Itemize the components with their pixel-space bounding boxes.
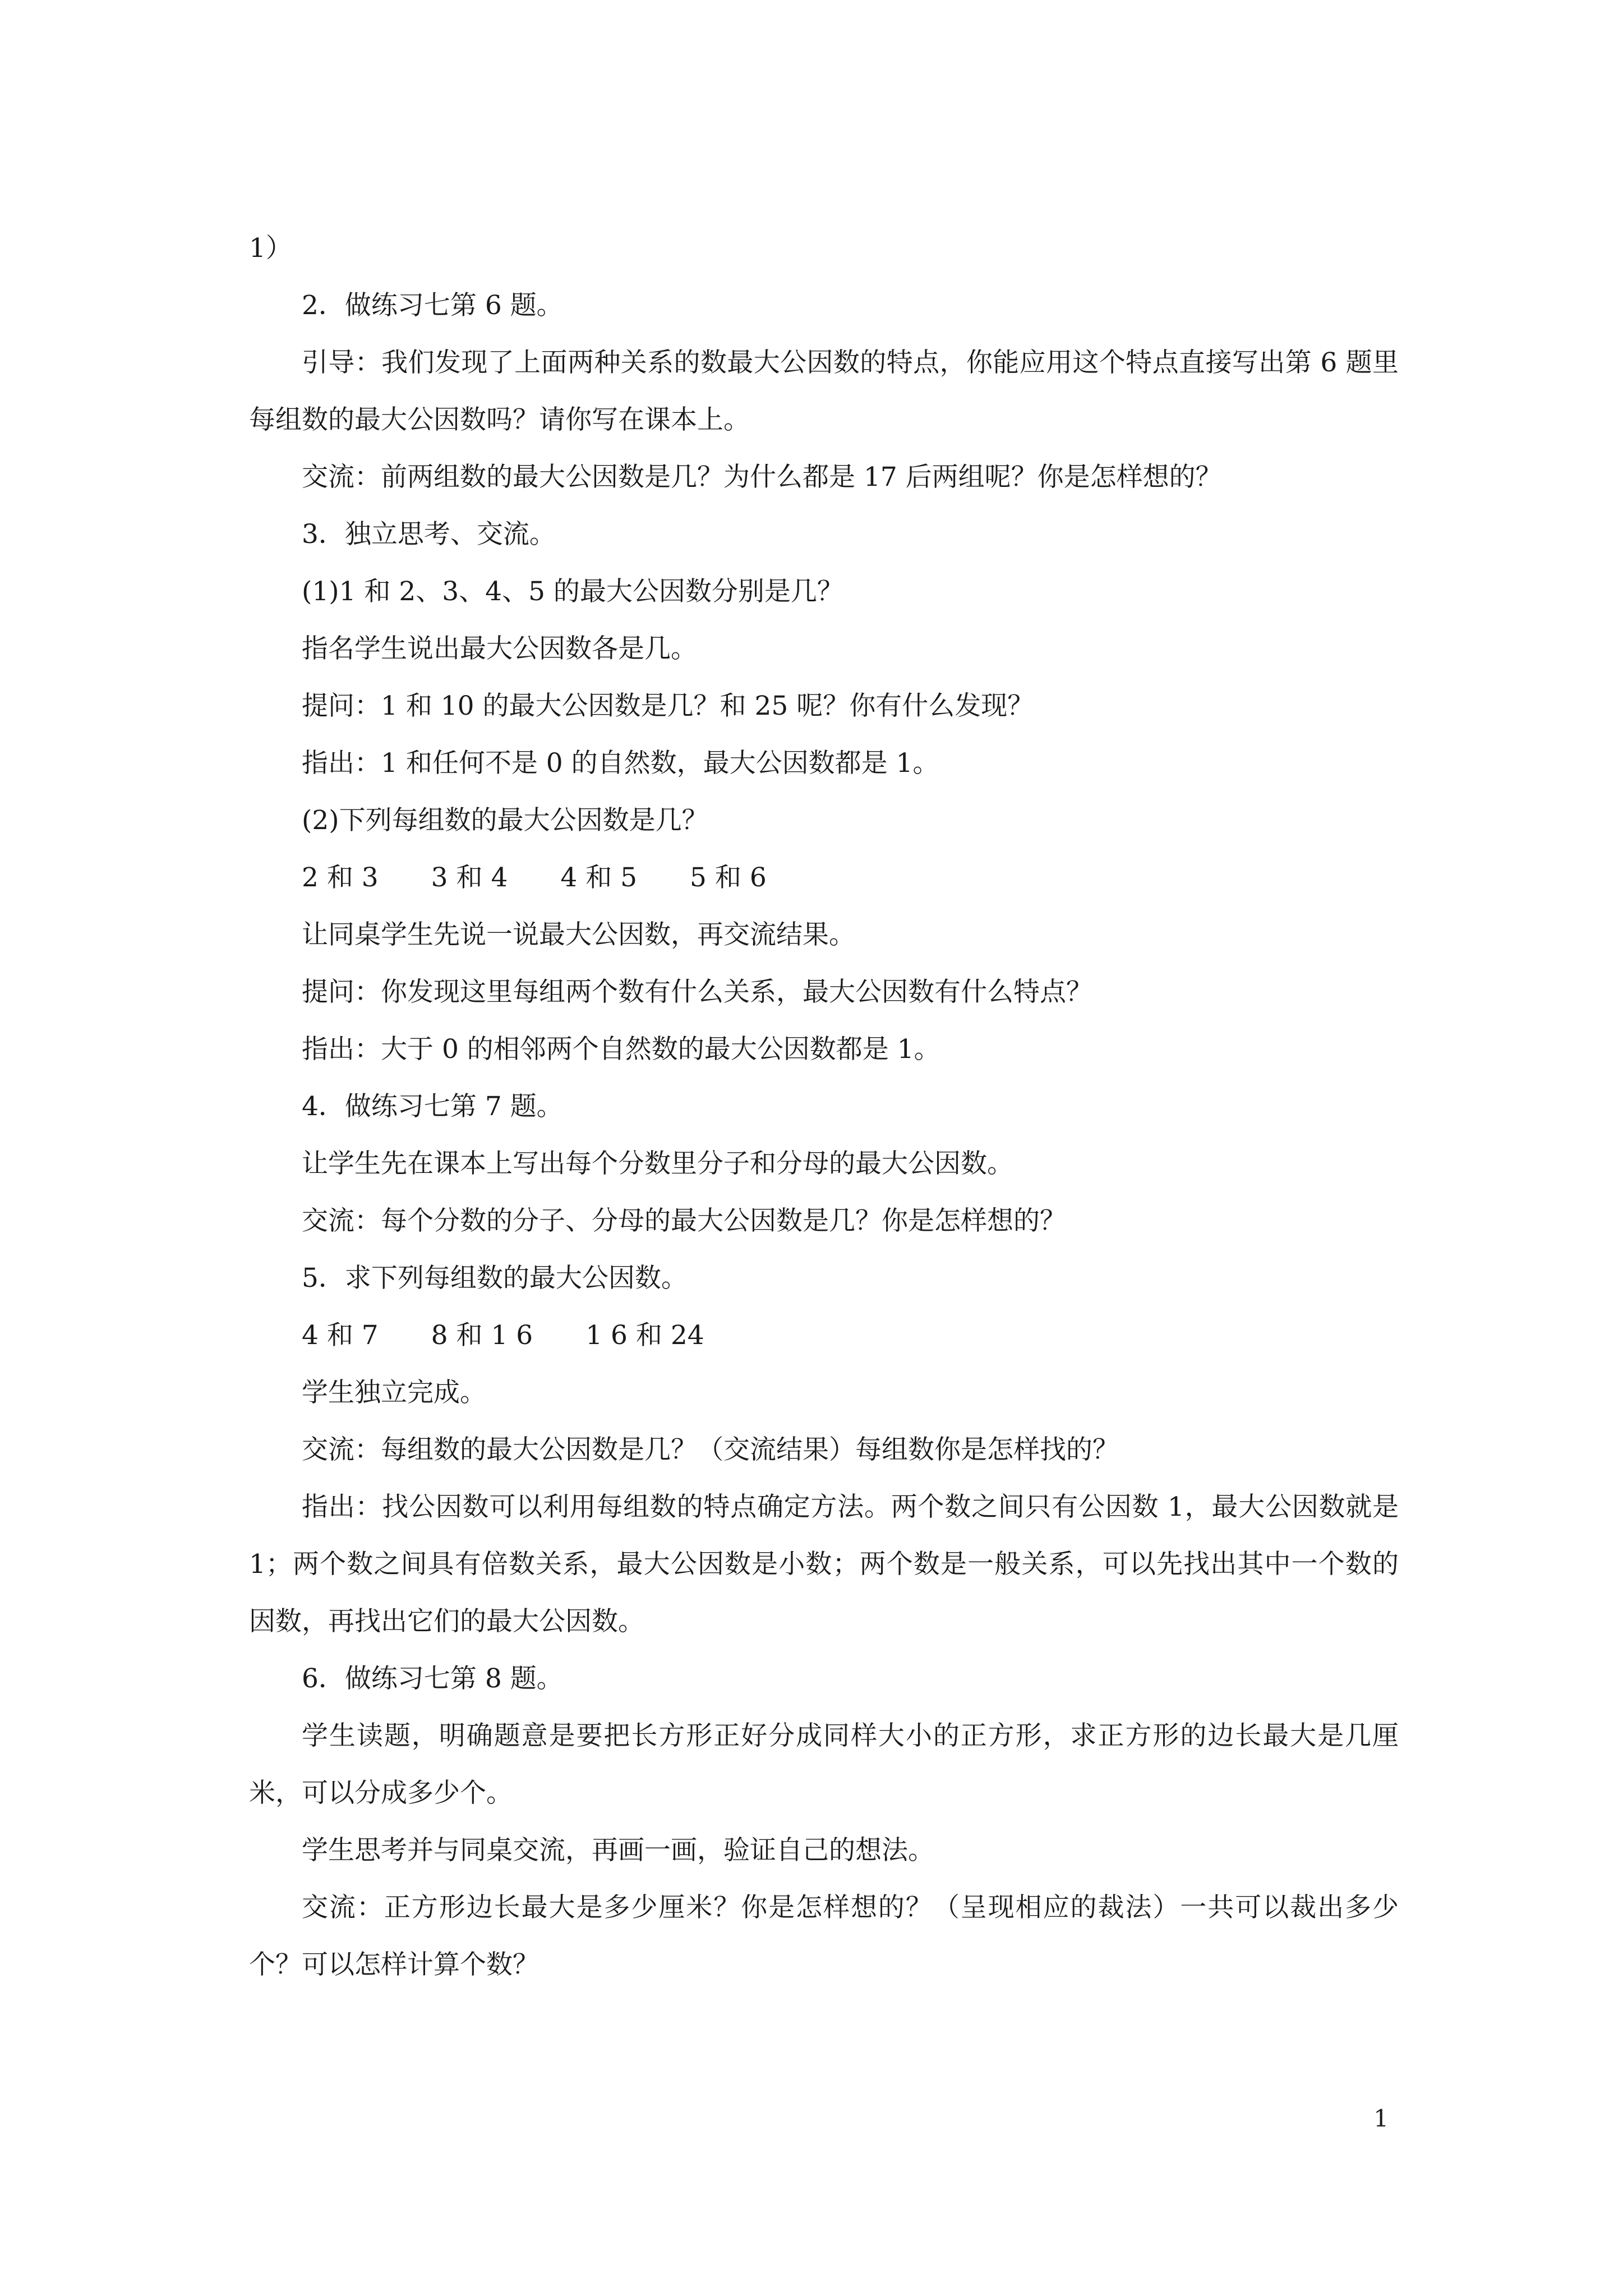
paragraph-write-fractions: 让学生先在课本上写出每个分数里分子和分母的最大公因数。 (302, 1148, 1013, 1179)
paragraph-exchange-1: 交流：前两组数的最大公因数是几？为什么都是 17 后两组呢？你是怎样想的？ (302, 462, 1222, 493)
paragraph-number-pairs-1: 2 和 3 3 和 4 4 和 5 5 和 6 (302, 862, 767, 893)
paragraph-point-out-3: 指出：找公因数可以利用每组数的特点确定方法。两个数之间只有公因数 1，最大公因数就是 1；两个数之间具有倍数关系，最大公因数是小数；两个数是一般关系，可以先找出其中一个数的因数，再找出它们的最大公因数。 (249, 1492, 1407, 1637)
paragraph-number-pairs-2: 4 和 7 8 和 1 6 1 6 和 24 (302, 1320, 704, 1351)
paragraph-exercise-6: 6．做练习七第 8 题。 (302, 1663, 563, 1694)
paragraph-read-problem: 学生读题，明确题意是要把长方形正好分成同样大小的正方形，求正方形的边长最大是几厘米，可以分成多少个。 (249, 1720, 1399, 1809)
paragraph-exchange-3: 交流：每组数的最大公因数是几？（交流结果）每组数你是怎样找的？ (302, 1434, 1119, 1465)
paragraph-exercise-2: 2．做练习七第 6 题。 (302, 290, 563, 321)
paragraph-exercise-4: 4．做练习七第 7 题。 (302, 1091, 563, 1122)
paragraph-think-draw: 学生思考并与同桌交流，再画一画，验证自己的想法。 (302, 1835, 934, 1866)
paragraph-guide: 引导：我们发现了上面两种关系的数最大公因数的特点，你能应用这个特点直接写出第 6 题里每组数的最大公因数吗？请你写在课本上。 (249, 347, 1399, 435)
paragraph-question-2: (2)下列每组数的最大公因数是几？ (302, 805, 708, 836)
paragraph-point-out-2: 指出：大于 0 的相邻两个自然数的最大公因数都是 1。 (302, 1034, 940, 1065)
paragraph-ask-1: 提问：1 和 10 的最大公因数是几？和 25 呢？你有什么发现？ (302, 691, 1034, 721)
paragraph-point-out-1: 指出：1 和任何不是 0 的自然数，最大公因数都是 1。 (302, 748, 939, 779)
page-number: 1 (1373, 2105, 1389, 2132)
paragraph-independent: 学生独立完成。 (302, 1377, 486, 1408)
paragraph-exchange-2: 交流：每个分数的分子、分母的最大公因数是几？你是怎样想的？ (302, 1205, 1066, 1236)
paragraph-exercise-5: 5．求下列每组数的最大公因数。 (302, 1263, 688, 1294)
paragraph-deskmate-discuss: 让同桌学生先说一说最大公因数，再交流结果。 (302, 919, 855, 950)
paragraph-question-1: (1)1 和 2、3、4、5 的最大公因数分别是几？ (302, 576, 843, 607)
paragraph-student-answer: 指名学生说出最大公因数各是几。 (302, 633, 697, 664)
document-body (249, 220, 1407, 1994)
paragraph-exercise-3: 3．独立思考、交流。 (302, 519, 556, 550)
paragraph-ask-2: 提问：你发现这里每组两个数有什么关系，最大公因数有什么特点？ (302, 977, 1092, 1007)
paragraph-continuation: 1） (249, 233, 292, 264)
paragraph-exchange-4: 交流：正方形边长最大是多少厘米？你是怎样想的？（呈现相应的裁法）一共可以裁出多少个？可以怎样计算个数？ (249, 1892, 1399, 1980)
